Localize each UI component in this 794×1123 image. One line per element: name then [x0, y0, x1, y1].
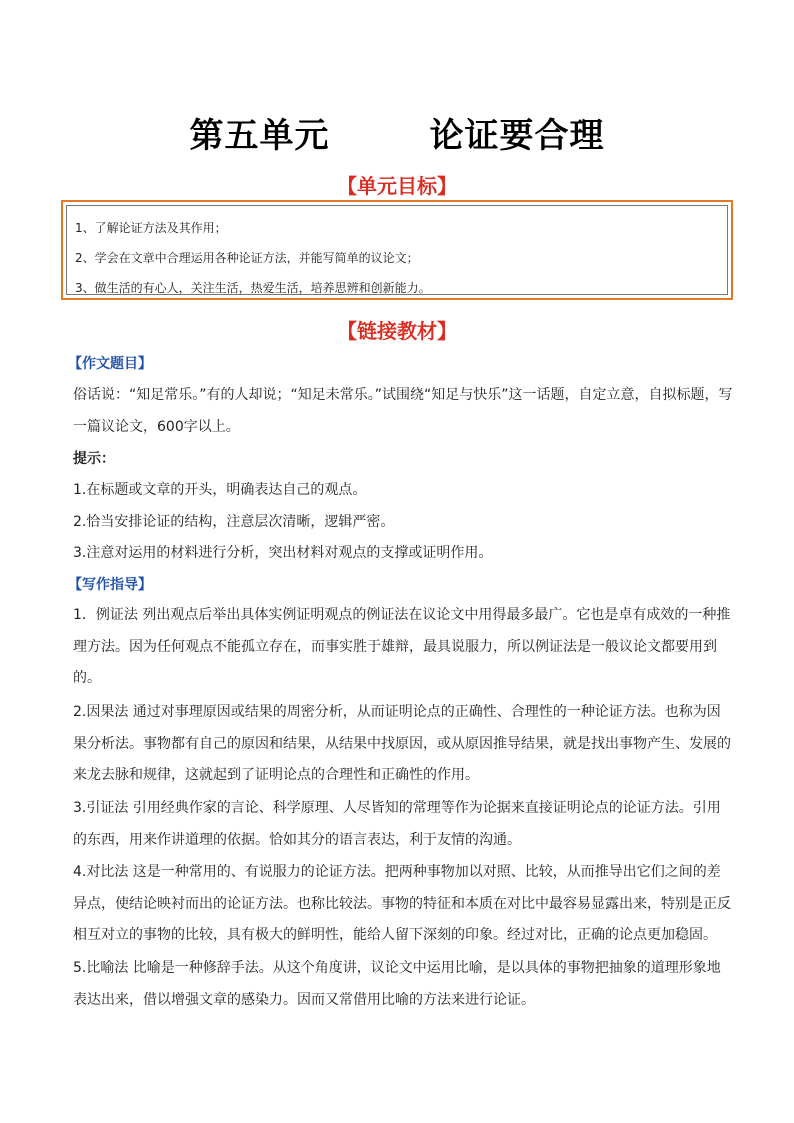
guide-item-quote: 3.引证法 引用经典作家的言论、科学原理、人尽皆知的常理等作为论据来直接证明论点的论证方法。引用的东西，用来作讲道理的依据。恰如其分的语言表达，利于友情的沟通。: [73, 800, 721, 848]
goal-item: 2、学会在文章中合理运用各种论证方法，并能写简单的议论文；: [75, 251, 419, 265]
goal-item: 1、了解论证方法及其作用；: [75, 221, 227, 235]
tip-item: 3.注意对运用的材料进行分析，突出材料对观点的支撑或证明作用。: [73, 545, 493, 561]
title-unit: 第五单元: [189, 116, 330, 156]
unit-goals-box: [61, 200, 733, 300]
page-title: [0, 108, 794, 157]
title-topic: 论证要合理: [429, 116, 605, 156]
writing-guide-heading: 【写作指导】: [68, 577, 152, 593]
guide-item-contrast: 4.对比法 这是一种常用的、有说服力的论证方法。把两种事物加以对照、比较，从而推导出它们之间的差异点，使结论映衬而出的论证方法。也称比较法。事物的特征和本质在对比中最容易显露出来，特别是正反相互对立的事物的比较，具有极大的鲜明性，能给人留下深刻的印象。经过对比，正确的论点更加稳固。: [73, 864, 731, 943]
tip-item: 1.在标题或文章的开头，明确表达自己的观点。: [73, 482, 367, 498]
guide-item-example: 1．例证法 列出观点后举出具体实例证明观点的例证法在议论文中用得最多最广。它也是卓有成效的一种推理方法。因为任何观点不能孤立存在，而事实胜于雄辩，最具说服力，所以例证法是一般议论文都要用到的。: [73, 607, 731, 686]
essay-topic-text: 俗话说：“知足常乐。”有的人却说；“知足未常乐。”试围绕“知足与快乐”这一话题，自定立意，自拟标题，写一篇议论文，600字以上。: [73, 387, 733, 435]
goal-item: 3、做生活的有心人，关注生活，热爱生活，培养思辨和创新能力。: [75, 281, 431, 295]
guide-item-metaphor: 5.比喻法 比喻是一种修辞手法。从这个角度讲，议论文中运用比喻，是以具体的事物把抽象的道理形象地表达出来，借以增强文章的感染力。因而又常借用比喻的方法来进行论证。: [73, 960, 721, 1008]
unit-goals-heading: 【单元目标】: [337, 174, 457, 198]
linked-material-heading: 【链接教材】: [337, 319, 457, 343]
tip-item: 2.恰当安排论证的结构，注意层次清晰，逻辑严密。: [73, 514, 395, 530]
guide-item-cause: 2.因果法 通过对事理原因或结果的周密分析，从而证明论点的正确性、合理性的一种论证方法。也称为因果分析法。事物都有自己的原因和结果，从结果中找原因，或从原因推导结果，就是找出事物产生、发展的来龙去脉和规律，这就起到了证明论点的合理性和正确性的作用。: [73, 704, 731, 783]
unit-goals-inner: [66, 205, 728, 295]
essay-topic-heading: 【作文题目】: [68, 356, 152, 372]
tips-label: 提示：: [73, 451, 115, 467]
